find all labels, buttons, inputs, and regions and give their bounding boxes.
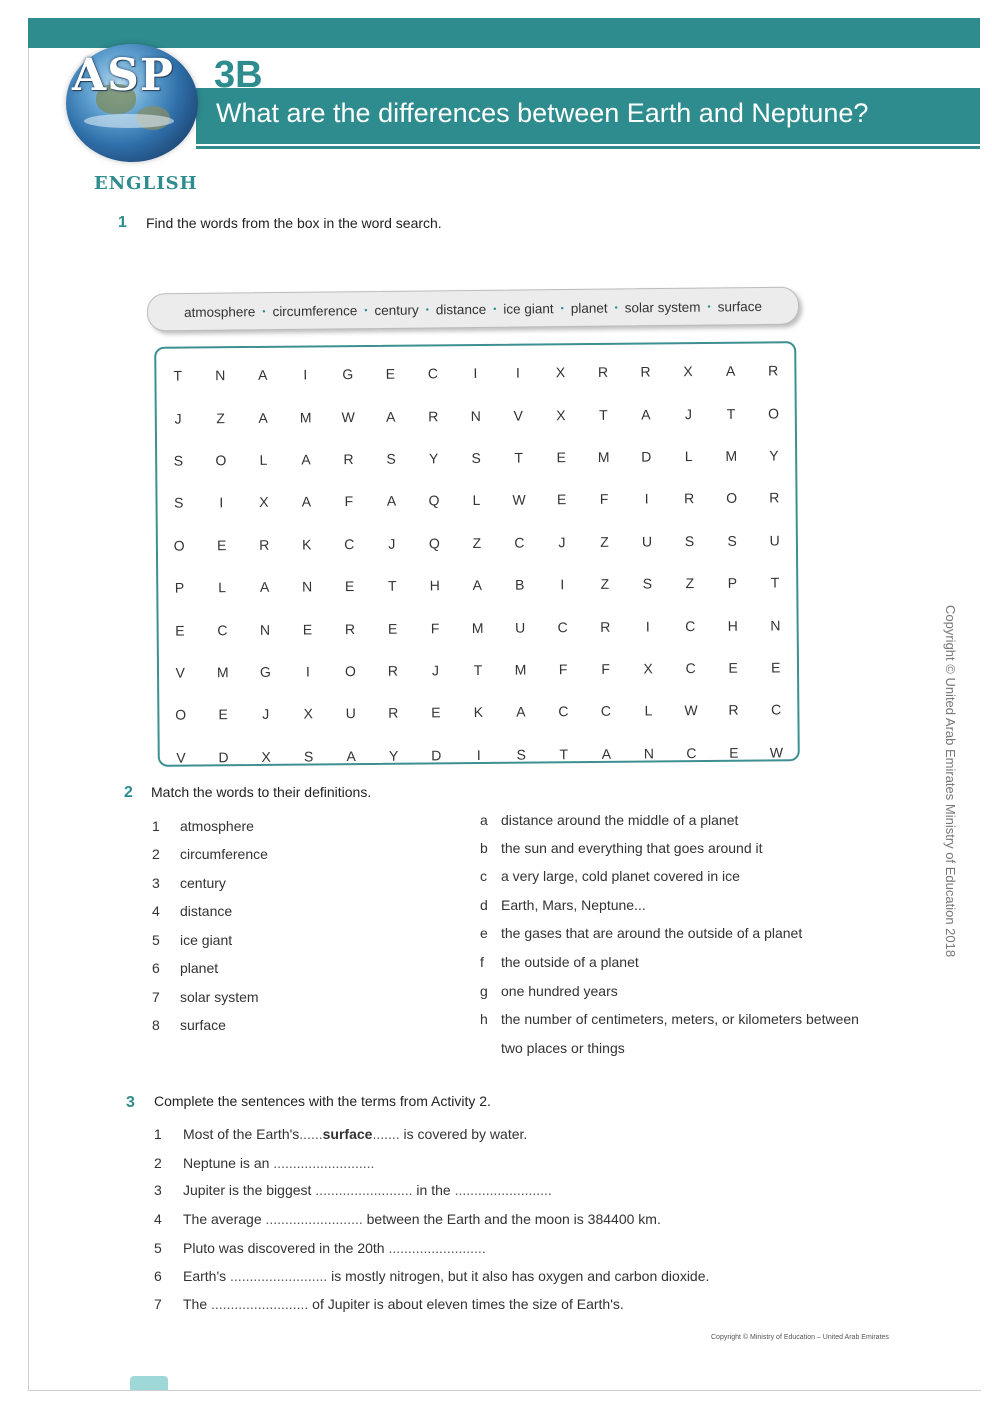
grid-letter[interactable]: O — [767, 404, 780, 422]
exercise-3-number: 3 — [126, 1094, 135, 1111]
sentence-blank[interactable]: ......................... — [388, 1240, 486, 1256]
grid-letter[interactable]: L — [684, 448, 693, 465]
grid-letter[interactable]: I — [303, 366, 308, 383]
grid-letter[interactable]: E — [556, 491, 567, 508]
grid-letter[interactable]: J — [684, 405, 692, 422]
title-underline — [196, 146, 980, 149]
grid-letter[interactable]: A — [346, 747, 356, 764]
grid-letter[interactable]: R — [343, 451, 354, 468]
sentence-part: The — [183, 1296, 212, 1312]
word-box-item: planet — [570, 300, 608, 316]
exercise-3-instruction: Complete the sentences with the terms from Activity 2. — [154, 1093, 491, 1109]
match-item-number: 5 — [152, 932, 160, 948]
unit-number: 3B — [214, 54, 263, 96]
word-separator: • — [425, 304, 429, 315]
definition-text-continued: two places or things — [501, 1040, 625, 1056]
grid-letter[interactable]: M — [597, 448, 610, 465]
grid-letter[interactable]: R — [344, 620, 356, 637]
grid-letter[interactable]: E — [175, 622, 185, 639]
grid-letter[interactable]: J — [558, 533, 566, 551]
grid-letter[interactable]: P — [174, 579, 185, 596]
grid-letter[interactable]: G — [259, 663, 271, 680]
grid-letter[interactable]: V — [175, 664, 186, 681]
grid-letter[interactable]: D — [431, 747, 442, 764]
grid-letter[interactable]: W — [684, 702, 698, 719]
grid-letter[interactable]: A — [386, 493, 397, 510]
grid-letter[interactable]: N — [215, 367, 226, 384]
grid-letter[interactable]: M — [514, 661, 527, 678]
grid-letter[interactable]: A — [725, 362, 736, 380]
definition-letter: d — [480, 897, 488, 913]
definition-text: the number of centimeters, meters, or kilometers between — [501, 1011, 859, 1027]
grid-letter[interactable]: Z — [472, 534, 482, 551]
exercise-1-instruction: Find the words from the box in the word search. — [146, 215, 442, 231]
sentence-blank[interactable]: ......................... — [230, 1268, 328, 1284]
grid-letter[interactable]: X — [683, 363, 693, 380]
sentence-number: 5 — [154, 1240, 162, 1256]
grid-letter[interactable]: T — [387, 577, 397, 594]
grid-letter[interactable]: V — [176, 749, 186, 766]
grid-letter[interactable]: R — [388, 705, 399, 722]
grid-letter[interactable]: B — [515, 576, 525, 593]
grid-letter[interactable]: I — [515, 364, 520, 381]
grid-letter[interactable]: C — [558, 703, 569, 720]
grid-letter[interactable]: R — [640, 363, 651, 380]
sentence-text — [183, 1126, 527, 1142]
side-copyright: Copyright © United Arab Emirates Ministry of Education 2018 — [943, 605, 958, 958]
grid-letter[interactable]: A — [301, 451, 311, 468]
grid-letter[interactable]: K — [473, 704, 484, 721]
grid-letter[interactable]: Q — [428, 492, 440, 509]
grid-letter[interactable]: D — [641, 448, 652, 465]
grid-letter[interactable]: P — [727, 574, 738, 591]
sentence-part: in the — [412, 1182, 455, 1198]
sentence-part: The average — [183, 1211, 266, 1227]
sentence-part: between the Earth and the moon is 384400 km. — [362, 1211, 661, 1227]
grid-letter[interactable]: N — [643, 745, 654, 762]
definition-text: one hundred years — [501, 983, 618, 999]
grid-letter[interactable]: Z — [600, 533, 609, 550]
grid-letter[interactable]: V — [513, 407, 524, 424]
grid-letter[interactable]: S — [386, 450, 396, 467]
grid-letter[interactable]: R — [387, 662, 399, 679]
grid-letter[interactable]: A — [259, 578, 270, 596]
definition-text: the gases that are around the outside of a planet — [501, 925, 803, 941]
grid-letter[interactable]: J — [262, 706, 270, 723]
grid-row — [159, 688, 797, 736]
footer-copyright: Copyright © Ministry of Education – United Arab Emirates — [711, 1334, 889, 1341]
match-item-word: atmosphere — [180, 818, 254, 834]
grid-letter[interactable]: C — [557, 618, 568, 635]
grid-letter[interactable]: X — [556, 406, 566, 423]
grid-letter[interactable]: W — [512, 491, 526, 509]
grid-letter[interactable]: W — [341, 408, 355, 425]
grid-letter[interactable]: D — [218, 748, 229, 765]
grid-letter[interactable]: E — [770, 659, 781, 676]
definition-letter: b — [480, 840, 488, 856]
exercise-2-instruction: Match the words to their definitions. — [151, 784, 372, 800]
grid-letter[interactable]: U — [345, 705, 356, 722]
grid-letter[interactable]: E — [556, 449, 566, 466]
grid-letter[interactable]: F — [558, 661, 568, 678]
grid-letter[interactable]: X — [261, 748, 271, 765]
grid-letter[interactable]: A — [641, 406, 651, 423]
sentence-text — [183, 1268, 709, 1284]
grid-letter[interactable]: N — [302, 578, 313, 595]
grid-letter[interactable]: O — [726, 490, 738, 507]
grid-letter[interactable]: S — [303, 748, 314, 765]
match-item-number: 8 — [152, 1017, 160, 1033]
grid-letter[interactable]: F — [430, 619, 440, 636]
grid-letter[interactable]: M — [299, 409, 312, 426]
match-item-number: 6 — [152, 960, 160, 976]
grid-letter[interactable]: C — [427, 365, 439, 382]
definition-letter: a — [480, 812, 488, 828]
definition-letter: e — [480, 925, 488, 941]
definition-text: the outside of a planet — [501, 954, 639, 970]
sentence-text — [183, 1240, 486, 1256]
grid-letter[interactable]: C — [344, 535, 355, 552]
grid-letter[interactable]: U — [515, 619, 526, 636]
word-box-item: circumference — [272, 302, 358, 319]
grid-letter[interactable]: L — [259, 451, 268, 468]
word-box-item: century — [374, 302, 419, 318]
sentence-blank[interactable]: ...... — [299, 1126, 323, 1142]
grid-letter[interactable]: C — [685, 660, 696, 677]
grid-letter[interactable]: I — [560, 576, 565, 593]
grid-letter[interactable]: O — [215, 452, 227, 469]
grid-letter[interactable]: I — [644, 490, 649, 507]
grid-letter[interactable]: J — [431, 662, 440, 679]
grid-letter[interactable]: R — [684, 490, 695, 507]
sentence-blank[interactable]: ......................... — [454, 1182, 552, 1198]
match-item-number: 3 — [152, 875, 160, 891]
grid-row — [160, 731, 798, 779]
sentence-number: 4 — [154, 1211, 162, 1227]
match-item-word: solar system — [180, 989, 259, 1005]
grid-row — [158, 561, 796, 609]
grid-letter[interactable]: M — [216, 664, 229, 681]
grid-letter[interactable]: M — [725, 447, 738, 464]
grid-letter[interactable]: C — [770, 701, 782, 718]
word-box-item: solar system — [624, 299, 701, 315]
sentence-part: Jupiter is the biggest — [183, 1182, 316, 1198]
subject-label: ENGLISH — [94, 173, 198, 194]
sentence-blank[interactable]: ......................... — [211, 1296, 309, 1312]
grid-letter[interactable]: L — [472, 492, 481, 509]
sentence-part: is covered by water. — [399, 1126, 528, 1142]
sentence-part: of Jupiter is about eleven times the size of Earth's. — [308, 1296, 624, 1312]
grid-letter[interactable]: Y — [388, 747, 399, 764]
grid-letter[interactable]: Z — [216, 409, 225, 426]
grid-letter[interactable]: K — [302, 536, 312, 553]
grid-letter[interactable]: O — [173, 537, 185, 554]
match-item-word: ice giant — [180, 932, 233, 948]
sentence-part: Neptune is an — [183, 1155, 274, 1171]
grid-letter[interactable]: S — [174, 494, 184, 512]
word-box-item: ice giant — [503, 300, 554, 317]
grid-letter[interactable]: I — [473, 365, 478, 382]
match-item-word: distance — [180, 903, 233, 919]
grid-letter[interactable]: T — [514, 449, 524, 466]
grid-letter[interactable]: H — [727, 617, 738, 634]
grid-letter[interactable]: E — [385, 365, 396, 382]
grid-letter[interactable]: T — [173, 367, 183, 384]
word-separator: • — [493, 303, 497, 314]
sentence-part: Earth's — [183, 1268, 231, 1284]
grid-letter[interactable]: F — [344, 493, 354, 510]
grid-row — [159, 646, 797, 694]
grid-letter[interactable]: T — [726, 405, 736, 422]
grid-letter[interactable]: J — [388, 535, 396, 552]
grid-letter[interactable]: Z — [685, 575, 695, 592]
grid-letter[interactable]: E — [431, 704, 441, 721]
match-item-word: century — [180, 875, 226, 891]
grid-letter[interactable]: G — [342, 366, 354, 383]
match-item-word: surface — [180, 1017, 226, 1033]
word-box — [147, 287, 799, 332]
sentence-answer[interactable]: surface — [322, 1126, 373, 1142]
word-box-item: atmosphere — [183, 303, 256, 320]
grid-letter[interactable]: L — [644, 702, 653, 719]
grid-row — [156, 349, 794, 397]
grid-letter[interactable]: E — [218, 706, 228, 723]
sentence-text — [183, 1211, 661, 1227]
definition-text: a very large, cold planet covered in ice — [501, 868, 740, 884]
grid-letter[interactable]: T — [599, 406, 608, 423]
grid-letter[interactable]: O — [175, 706, 187, 723]
page-number-tab — [130, 1376, 168, 1390]
logo-text: ASP — [72, 50, 174, 101]
match-item-number: 1 — [152, 818, 160, 834]
grid-letter[interactable]: Y — [428, 450, 439, 467]
grid-letter[interactable]: R — [428, 407, 439, 424]
grid-letter[interactable]: X — [259, 494, 269, 511]
grid-letter[interactable]: A — [301, 493, 312, 510]
match-item-word: planet — [180, 960, 219, 976]
sentence-text — [183, 1296, 624, 1312]
grid-letter[interactable]: S — [173, 452, 184, 469]
grid-row — [158, 604, 796, 652]
grid-letter[interactable]: E — [728, 659, 738, 676]
sentence-number: 2 — [154, 1155, 162, 1171]
definition-letter: f — [480, 954, 484, 970]
grid-letter[interactable]: S — [516, 746, 527, 763]
grid-letter[interactable]: Q — [428, 535, 440, 552]
sentence-text — [183, 1182, 552, 1198]
match-item-word: circumference — [180, 846, 268, 862]
grid-letter[interactable]: E — [302, 620, 313, 638]
grid-letter[interactable]: C — [686, 744, 697, 761]
sentence-blank[interactable]: ....... — [372, 1126, 400, 1142]
sentence-part: is mostly nitrogen, but it also has oxygen and carbon dioxide. — [327, 1268, 710, 1284]
sentence-number: 6 — [154, 1268, 162, 1284]
grid-letter[interactable]: N — [259, 621, 271, 638]
grid-letter[interactable]: X — [303, 705, 313, 722]
word-separator: • — [262, 306, 266, 317]
grid-letter[interactable]: C — [217, 621, 228, 638]
grid-letter[interactable]: I — [219, 494, 224, 511]
grid-letter[interactable]: T — [559, 745, 569, 762]
grid-letter[interactable]: E — [387, 620, 398, 637]
grid-row — [157, 476, 795, 524]
match-item-number: 4 — [152, 903, 160, 919]
grid-letter[interactable]: I — [476, 746, 481, 763]
grid-letter[interactable]: J — [174, 410, 182, 427]
sentence-blank[interactable]: .......................... — [273, 1155, 375, 1171]
grid-letter[interactable]: S — [471, 449, 481, 467]
grid-letter[interactable]: A — [472, 577, 482, 594]
grid-letter[interactable]: A — [516, 703, 526, 720]
grid-letter[interactable]: E — [216, 536, 227, 554]
grid-letter[interactable]: I — [645, 618, 650, 635]
page-title: What are the differences between Earth and Neptune? — [216, 98, 869, 128]
grid-letter[interactable]: S — [642, 575, 653, 592]
word-box-item: distance — [435, 301, 487, 317]
grid-letter[interactable]: C — [600, 703, 612, 720]
grid-letter[interactable]: S — [727, 532, 737, 549]
grid-letter[interactable]: I — [305, 663, 310, 680]
definition-letter: g — [480, 983, 488, 999]
grid-letter[interactable]: R — [767, 362, 779, 379]
sentence-part: Pluto was discovered in the 20th — [183, 1240, 389, 1256]
grid-letter[interactable]: F — [599, 491, 609, 508]
grid-letter[interactable]: E — [344, 578, 355, 595]
grid-letter[interactable]: X — [555, 364, 566, 381]
grid-letter[interactable]: S — [684, 532, 695, 549]
grid-letter[interactable]: E — [729, 744, 739, 761]
grid-letter[interactable]: H — [429, 577, 440, 594]
definition-letter: c — [480, 868, 487, 884]
word-search-grid — [154, 341, 800, 767]
word-box-item: surface — [717, 298, 763, 314]
sentence-part: Most of the Earth's — [183, 1126, 300, 1142]
word-separator: • — [364, 305, 368, 316]
sentence-text — [183, 1155, 374, 1171]
grid-letter[interactable]: R — [259, 536, 270, 553]
definition-text: Earth, Mars, Neptune... — [501, 897, 646, 913]
grid-letter[interactable]: T — [770, 574, 780, 591]
word-separator: • — [560, 303, 564, 314]
exercise-1-number: 1 — [118, 214, 127, 231]
header-top-band — [28, 18, 980, 48]
sentence-blank[interactable]: ......................... — [265, 1211, 363, 1227]
definition-letter: h — [480, 1011, 488, 1027]
grid-letter[interactable]: R — [728, 702, 739, 719]
grid-letter[interactable]: A — [601, 745, 612, 762]
word-separator: • — [707, 301, 711, 312]
grid-letter[interactable]: O — [344, 662, 356, 680]
grid-letter[interactable]: N — [770, 616, 781, 633]
grid-letter[interactable]: L — [218, 579, 227, 596]
grid-letter[interactable]: A — [385, 408, 396, 425]
grid-letter[interactable]: R — [600, 618, 611, 635]
definition-text: distance around the middle of a planet — [501, 812, 739, 828]
grid-letter[interactable]: C — [514, 534, 525, 551]
match-item-number: 2 — [152, 846, 160, 862]
grid-row — [158, 519, 796, 567]
grid-letter[interactable]: Y — [769, 447, 779, 464]
sentence-number: 1 — [154, 1126, 162, 1142]
grid-letter[interactable]: F — [601, 660, 610, 677]
word-separator: • — [614, 302, 618, 313]
sentence-blank[interactable]: ......................... — [315, 1182, 413, 1198]
grid-letter[interactable]: R — [597, 364, 609, 381]
grid-letter[interactable]: A — [258, 409, 268, 426]
match-item-number: 7 — [152, 989, 160, 1005]
grid-letter[interactable]: W — [769, 744, 784, 761]
grid-letter[interactable]: C — [685, 617, 696, 634]
grid-letter[interactable]: X — [643, 660, 653, 677]
grid-row — [157, 392, 795, 440]
sentence-number: 3 — [154, 1182, 162, 1198]
definition-text: the sun and everything that goes around it — [501, 840, 763, 856]
exercise-2-number: 2 — [124, 784, 133, 801]
grid-letter[interactable]: U — [769, 532, 780, 549]
grid-letter[interactable]: Z — [600, 575, 610, 593]
grid-letter[interactable]: R — [769, 489, 780, 506]
grid-letter[interactable]: N — [470, 407, 481, 424]
grid-row — [157, 434, 795, 482]
grid-letter[interactable]: A — [258, 367, 268, 384]
grid-letter[interactable]: U — [641, 533, 653, 550]
grid-letter[interactable]: T — [473, 661, 483, 678]
sentence-number: 7 — [154, 1296, 162, 1312]
grid-letter[interactable]: M — [471, 619, 484, 636]
